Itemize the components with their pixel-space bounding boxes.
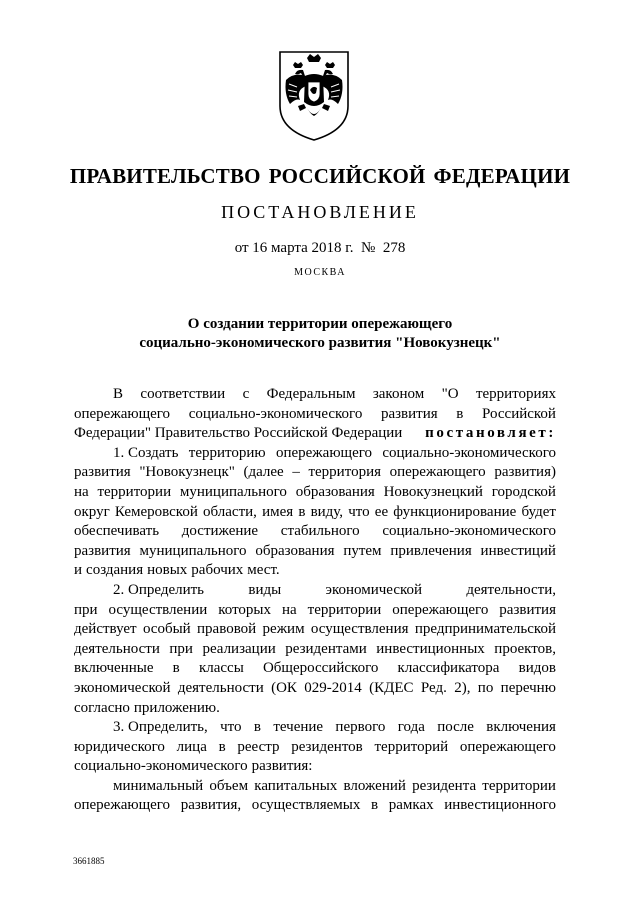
word: стабильного <box>280 523 360 540</box>
word: социально-экономического <box>74 758 248 775</box>
word: 029-2014 <box>304 679 362 696</box>
heading-line: социально-экономического развития "Новокузнецк" <box>139 335 501 351</box>
word: в <box>218 738 226 755</box>
word: ее <box>374 503 389 520</box>
word: деятельности <box>177 679 264 696</box>
word: социально-экономического <box>382 523 556 540</box>
word: соответствии <box>140 386 226 402</box>
word: социально-экономического <box>382 444 556 461</box>
word: территорию <box>188 444 266 461</box>
word: развития <box>74 542 131 559</box>
word: привлечения <box>390 542 472 559</box>
text-line <box>74 620 556 640</box>
text-line <box>74 679 556 699</box>
word: 1. Создать <box>113 444 179 461</box>
text-line <box>74 659 556 679</box>
word: осуществления <box>310 621 409 638</box>
word: резидентов <box>291 738 363 755</box>
word: классы <box>198 660 244 677</box>
text-fragment: Федерации" Правительство Российской Федерации <box>74 425 403 442</box>
word: социально-экономического <box>188 405 363 422</box>
word: деятельности <box>74 640 160 657</box>
word: территорий <box>374 738 449 755</box>
document-type: ПОСТАНОВЛЕНИЕ <box>221 202 419 222</box>
word: особый <box>142 621 191 638</box>
word: осуществляемых <box>251 797 361 814</box>
word: развития <box>380 405 438 422</box>
word: вложений <box>343 777 406 794</box>
word: реестр <box>237 738 280 755</box>
word: развития <box>499 601 556 618</box>
word: Общероссийского <box>262 660 379 677</box>
word: Российской <box>482 405 556 422</box>
text-line <box>74 777 556 797</box>
word: путем <box>343 542 382 559</box>
word: с <box>242 386 250 402</box>
word: в <box>172 660 180 677</box>
word: Ред. <box>420 679 447 696</box>
government-title <box>0 164 640 189</box>
word: правовой <box>197 621 257 638</box>
coat-of-arms-emblem <box>276 50 352 142</box>
text-line <box>74 738 556 758</box>
text-line <box>74 581 556 601</box>
word: объем <box>209 777 249 794</box>
word: "Новокузнецк" <box>139 464 235 481</box>
word: рамках <box>388 797 434 814</box>
word: – <box>292 464 300 481</box>
text-line <box>74 522 556 542</box>
word: территории <box>97 483 172 500</box>
text-line <box>74 699 556 719</box>
word: опережающего <box>74 405 171 422</box>
word: территории <box>307 601 382 618</box>
word: территория <box>308 464 381 481</box>
word: и <box>74 562 83 579</box>
word: что <box>348 503 370 520</box>
word: которых <box>218 601 272 618</box>
word: на <box>281 601 297 618</box>
word: реализации <box>202 640 276 657</box>
word: согласно <box>74 699 130 716</box>
gov-title-word: РОССИЙСКОЙ <box>268 164 426 188</box>
word: после <box>437 719 474 736</box>
word: что <box>220 719 242 736</box>
word: инвестиций <box>480 542 556 559</box>
word: предпринимательской <box>414 621 556 638</box>
word: округ <box>74 503 110 520</box>
word: юридического <box>74 738 165 755</box>
word: образования <box>295 483 375 500</box>
word: года <box>397 719 425 736</box>
word: развития: <box>251 758 313 775</box>
word: 3. Определить, <box>113 719 208 736</box>
word: в <box>456 405 464 422</box>
word: (КДЕС <box>369 679 414 696</box>
word: имея <box>262 503 294 520</box>
word: городской <box>491 483 556 500</box>
word: включения <box>486 719 556 736</box>
word: виду, <box>310 503 344 520</box>
word: опережающего <box>392 601 489 618</box>
word: первого <box>335 719 386 736</box>
word: при <box>74 601 98 618</box>
word: развития, <box>180 797 242 814</box>
text-line <box>74 796 556 816</box>
word: достижение <box>181 523 259 540</box>
word: рабочих <box>191 562 244 579</box>
resolves-keyword: постановляет: <box>425 425 556 442</box>
word: развития <box>74 464 131 481</box>
word: видов <box>518 660 556 677</box>
text-line <box>74 718 556 738</box>
word: муниципального <box>179 483 287 500</box>
text-line <box>74 561 556 581</box>
text-line <box>74 463 556 483</box>
text-line <box>74 503 556 523</box>
word: В <box>113 386 124 402</box>
word: резидента <box>412 777 477 794</box>
word: минимальный <box>113 777 204 794</box>
word: классификатора <box>397 660 500 677</box>
word: резидентами <box>285 640 367 657</box>
word: на <box>74 483 89 500</box>
word: развития) <box>494 464 556 481</box>
text-line <box>74 424 556 444</box>
text-line <box>74 542 556 562</box>
word: действует <box>74 621 137 638</box>
word: новых <box>147 562 188 579</box>
word: (ОК <box>271 679 297 696</box>
word: режим <box>262 621 305 638</box>
word: обеспечивать <box>74 523 160 540</box>
word: опережающего <box>389 464 486 481</box>
word: проектов, <box>494 640 556 657</box>
word: осуществлении <box>108 601 208 618</box>
word: территории <box>482 777 556 794</box>
document-date-number: от 16 марта 2018 г. № 278 <box>234 240 406 256</box>
word: виды <box>248 581 282 598</box>
gov-title-word: ПРАВИТЕЛЬСТВО <box>69 164 261 188</box>
text-line <box>74 640 556 660</box>
document-body <box>74 385 556 816</box>
word: Новокузнецкий <box>383 483 483 500</box>
word: инвестиционного <box>444 797 556 814</box>
word: в <box>371 797 379 814</box>
word: образования <box>255 542 335 559</box>
word: области, <box>203 503 257 520</box>
word: по <box>477 679 494 696</box>
word: в <box>253 719 261 736</box>
gov-title-word: ФЕДЕРАЦИИ <box>433 164 571 188</box>
document-heading <box>0 315 640 353</box>
word: течение <box>273 719 324 736</box>
word: будет <box>521 503 556 520</box>
word: в <box>298 503 306 520</box>
word: территориях <box>475 386 556 402</box>
word: приложению. <box>133 699 220 716</box>
word: опережающего <box>459 738 556 755</box>
text-line <box>74 757 556 777</box>
text-line <box>74 601 556 621</box>
document-city: МОСКВА <box>294 267 346 278</box>
word: экономической <box>74 679 171 696</box>
word: лица <box>176 738 207 755</box>
word: опережающего <box>74 797 171 814</box>
word: функционирование <box>393 503 517 520</box>
word: при <box>169 640 193 657</box>
word: 2. Определить <box>113 581 205 598</box>
word: 2), <box>454 679 471 696</box>
word: мест. <box>247 562 280 579</box>
word: создания <box>86 562 144 579</box>
word: экономической <box>325 581 423 598</box>
word: "О <box>441 386 459 402</box>
word: перечню <box>500 679 556 696</box>
text-line <box>74 483 556 503</box>
word: опережающего <box>275 444 373 461</box>
word: инвестиционных <box>376 640 485 657</box>
word: капитальных <box>254 777 338 794</box>
text-line <box>74 444 556 464</box>
word: Кемеровской <box>114 503 198 520</box>
word: включенные <box>74 660 154 677</box>
word: (далее <box>243 464 284 481</box>
word: законом <box>372 386 425 402</box>
document-code: 3661885 <box>73 856 105 866</box>
word: деятельности, <box>466 581 556 598</box>
word: муниципального <box>139 542 247 559</box>
text-line <box>74 405 556 425</box>
word: Федеральным <box>266 386 356 402</box>
heading-line: О создании территории опережающего <box>187 316 453 332</box>
text-line <box>74 385 556 405</box>
